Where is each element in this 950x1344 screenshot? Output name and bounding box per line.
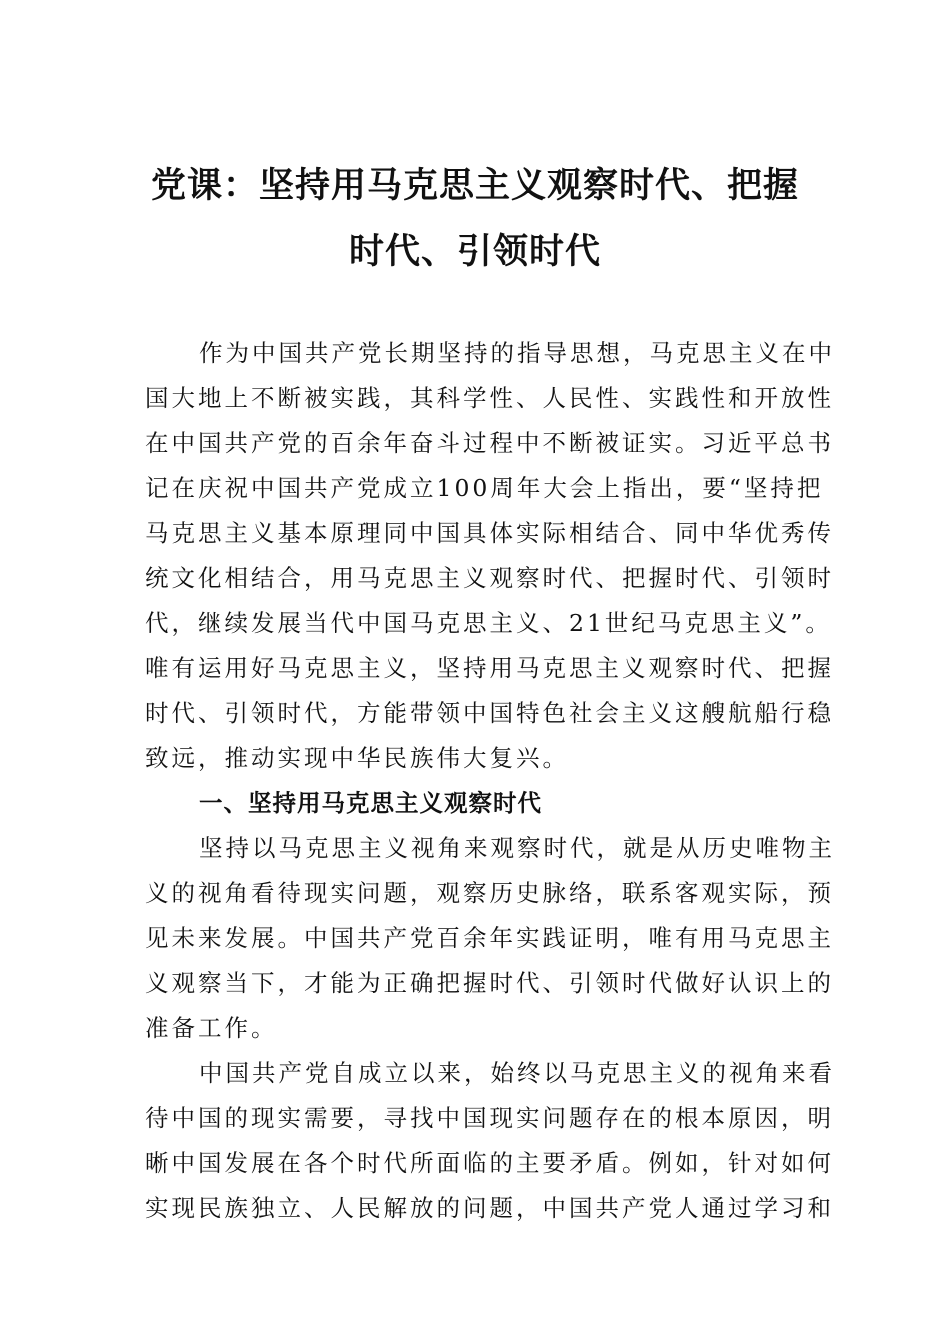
paragraph-line: 坚持以马克思主义视角来观察时代，就是从历史唯物主 (199, 834, 835, 862)
document-title-line-1: 党课：坚持用马克思主义观察时代、把握 (150, 165, 799, 206)
paragraph-line: 实现民族独立、人民解放的问题，中国共产党人通过学习和 (145, 1194, 834, 1222)
paragraph-line: 马克思主义基本原理同中国具体实际相结合、同中华优秀传 (145, 519, 834, 547)
paragraph-line: 义观察当下，才能为正确把握时代、引领时代做好认识上的 (145, 969, 834, 997)
paragraph-line: 记在庆祝中国共产党成立100周年大会上指出，要“坚持把 (145, 474, 824, 502)
section-heading: 一、坚持用马克思主义观察时代 (199, 789, 542, 817)
paragraph-line: 统文化相结合，用马克思主义观察时代、把握时代、引领时 (145, 564, 834, 592)
paragraph-line: 致远，推动实现中华民族伟大复兴。 (145, 744, 569, 772)
paragraph-line: 准备工作。 (145, 1014, 278, 1042)
paragraph-line: 晰中国发展在各个时代所面临的主要矛盾。例如，针对如何 (145, 1149, 834, 1177)
document-body (145, 331, 835, 1231)
document-title-line-2: 时代、引领时代 (348, 231, 601, 272)
paragraph-line: 唯有运用好马克思主义，坚持用马克思主义观察时代、把握 (145, 654, 834, 682)
paragraph-line: 在中国共产党的百余年奋斗过程中不断被证实。习近平总书 (145, 429, 834, 457)
paragraph-line: 时代、引领时代，方能带领中国特色社会主义这艘航船行稳 (145, 699, 834, 727)
paragraph-line: 代，继续发展当代中国马克思主义、21世纪马克思主义”。 (145, 609, 832, 637)
paragraph-line: 待中国的现实需要，寻找中国现实问题存在的根本原因，明 (145, 1104, 834, 1132)
paragraph-line: 国大地上不断被实践，其科学性、人民性、实践性和开放性 (145, 384, 834, 412)
paragraph-line: 中国共产党自成立以来，始终以马克思主义的视角来看 (199, 1059, 835, 1087)
paragraph-line: 义的视角看待现实问题，观察历史脉络，联系客观实际，预 (145, 879, 834, 907)
paragraph-line: 见未来发展。中国共产党百余年实践证明，唯有用马克思主 (145, 924, 834, 952)
paragraph-line: 作为中国共产党长期坚持的指导思想，马克思主义在中 (199, 339, 835, 367)
